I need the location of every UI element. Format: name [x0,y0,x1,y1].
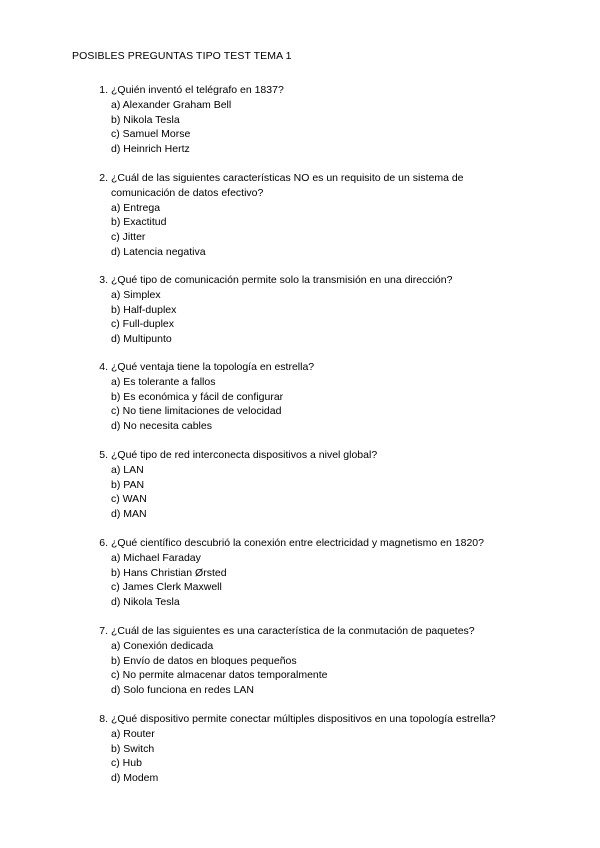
question-text [111,624,530,639]
question-item [90,448,530,522]
answer-option: b) Envío de datos en bloques pequeños [111,654,297,667]
question-text [111,273,530,288]
answer-option: d) Multipunto [111,333,172,346]
answer-option: a) Router [111,727,155,740]
question-text-line: ¿Quién inventó el telégrafo en 1837? [111,84,284,96]
question-item [90,83,530,157]
answer-option: c) James Clerk Maxwell [111,581,222,594]
answer-option: c) Hub [111,757,142,770]
answer-option: a) Conexión dedicada [111,639,214,652]
question-item [90,624,530,698]
question-number: 8. [99,713,108,725]
question-text-line: ¿Cuál de las siguientes es una característica de la conmutación de paquetes? [111,625,475,637]
answer-option: c) Samuel Morse [111,128,191,141]
question-item [90,273,530,347]
answer-option: d) No necesita cables [111,420,212,433]
question-item [90,360,530,434]
question-number: 5. [99,449,108,461]
question-text [111,536,530,551]
answer-option: a) LAN [111,463,144,476]
answer-option: d) Heinrich Hertz [111,143,190,156]
answer-option: a) Simplex [111,288,161,301]
answer-option: d) Nikola Tesla [111,596,180,609]
answer-option: c) No tiene limitaciones de velocidad [111,405,282,418]
answer-option: a) Alexander Graham Bell [111,98,232,111]
answer-option: b) PAN [111,478,145,491]
question-number: 7. [99,625,108,637]
question-number: 6. [99,537,108,549]
question-text-line: comunicación de datos efectivo? [111,186,264,199]
question-text-line: ¿Qué ventaja tiene la topología en estrella? [111,361,315,373]
document-title: POSIBLES PREGUNTAS TIPO TEST TEMA 1 [72,50,292,62]
question-item [90,712,530,786]
question-number: 3. [99,274,108,286]
question-text-line: ¿Qué tipo de red interconecta dispositivos a nivel global? [111,449,378,461]
answer-option: b) Exactitud [111,216,167,229]
question-text [111,83,530,98]
question-text [111,712,530,727]
question-item [90,536,530,610]
answer-option: d) Solo funciona en redes LAN [111,684,255,697]
question-item [90,171,530,260]
question-text [111,171,530,201]
answer-option: c) Full-duplex [111,318,175,331]
answer-option: a) Es tolerante a fallos [111,375,216,388]
question-text [111,448,530,463]
question-number: 2. [99,172,108,184]
answer-option: a) Entrega [111,201,161,214]
answer-option: c) Jitter [111,231,146,244]
answer-option: b) Es económica y fácil de configurar [111,390,284,403]
answer-option: b) Nikola Tesla [111,113,180,126]
answer-option: a) Michael Faraday [111,551,201,564]
question-text-line: ¿Cuál de las siguientes características NO es un requisito de un sistema de [111,172,464,184]
question-text-line: ¿Qué científico descubrió la conexión entre electricidad y magnetismo en 1820? [111,537,484,549]
answer-option: c) WAN [111,493,147,506]
question-text [111,360,530,375]
answer-option: d) MAN [111,508,147,521]
answer-option: d) Latencia negativa [111,245,206,258]
question-text-line: ¿Qué dispositivo permite conectar múltiples dispositivos en una topología estrella? [111,713,496,725]
answer-option: c) No permite almacenar datos temporalmente [111,669,328,682]
question-number: 4. [99,361,108,373]
answer-option: b) Switch [111,742,155,755]
question-text-line: ¿Qué tipo de comunicación permite solo la transmisión en una dirección? [111,274,453,286]
question-number: 1. [99,84,108,96]
answer-option: b) Half-duplex [111,303,177,316]
answer-option: b) Hans Christian Ørsted [111,566,227,579]
answer-option: d) Modem [111,772,159,785]
